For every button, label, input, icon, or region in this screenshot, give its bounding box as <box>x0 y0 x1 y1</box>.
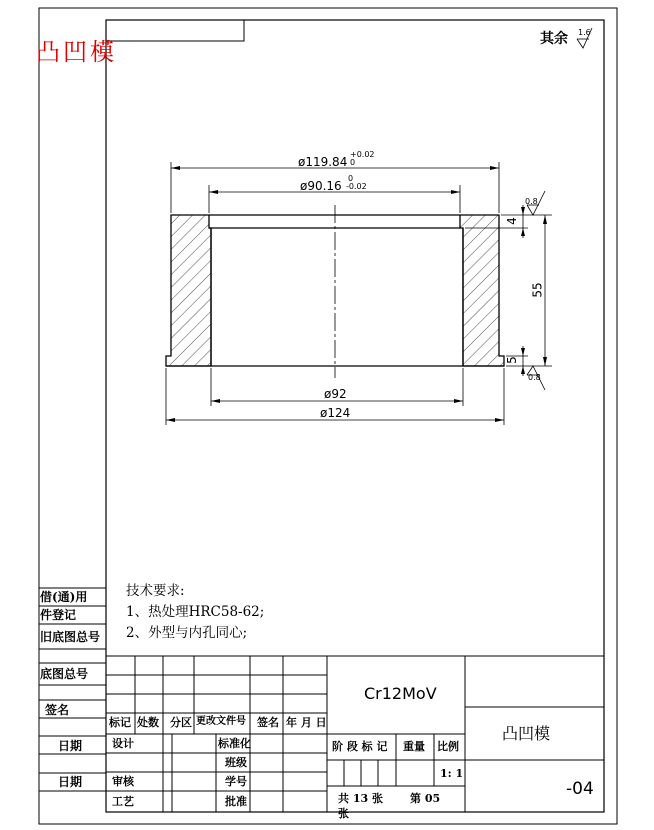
dim-inner-bottom: ø92 <box>324 387 347 401</box>
part-section <box>166 205 504 378</box>
rev-header-date: 年 月 日 <box>286 716 327 729</box>
dim-inner-top-tol-lower: -0.02 <box>346 182 367 191</box>
scale-header: 比例 <box>437 740 459 753</box>
dim-inner-top-tol-upper: 0 <box>348 174 354 183</box>
role-class: 班级 <box>225 756 247 769</box>
material: Cr12MoV <box>364 684 437 703</box>
weight-header: 重量 <box>403 740 425 753</box>
dim-inner-top: ø90.16 <box>300 179 342 193</box>
roughness-note: 其余 <box>540 31 568 47</box>
dim-body-height: 55 <box>530 282 545 298</box>
role-standardize: 标准化 <box>218 737 251 750</box>
side-label-date-1: 日期 <box>58 739 83 753</box>
dim-outer-top-tol-upper: +0.02 <box>350 150 375 159</box>
tech-item-2: 2、外型与内孔同心; <box>126 625 248 641</box>
role-review: 审核 <box>112 775 134 788</box>
roughness-bottom-value: 0.8 <box>528 373 541 382</box>
rev-header-mark: 标记 <box>109 716 131 729</box>
dim-outer-top: ø119.84 <box>298 155 348 169</box>
tech-heading: 技术要求: <box>126 583 185 599</box>
rev-header-zone: 分区 <box>170 716 192 729</box>
side-label-register: 件登记 <box>40 608 77 622</box>
side-label-old-base-no: 旧底图总号 <box>40 630 101 644</box>
left-wall-section <box>166 215 211 366</box>
side-label-signature: 签名 <box>45 703 70 717</box>
part-name-red: 凸凹模 <box>36 38 117 66</box>
right-wall-section <box>460 215 504 366</box>
role-design: 设计 <box>112 737 134 750</box>
rev-header-sign: 签名 <box>257 716 279 729</box>
top-left-box <box>106 20 244 41</box>
inner-border <box>106 20 604 812</box>
role-process: 工艺 <box>112 795 134 808</box>
side-label-base-no: 底图总号 <box>40 667 89 681</box>
rev-header-change-doc: 更改文件号 <box>196 716 246 727</box>
rev-header-count: 处数 <box>137 716 159 729</box>
dim-outer-bottom: ø124 <box>320 406 351 420</box>
side-label-date-2: 日期 <box>58 775 83 789</box>
sheet-total: 共 13 张 <box>338 792 383 805</box>
dim-outer-top-tol-lower: 0 <box>350 158 356 167</box>
tech-item-1: 1、热处理HRC58-62; <box>126 604 265 620</box>
scale-value: 1: 1 <box>440 767 464 780</box>
roughness-top-value: 0.8 <box>525 197 538 206</box>
drawing-number: -04 <box>566 779 594 799</box>
sheet-unit: 张 <box>338 807 349 820</box>
stage-marks-header: 阶 段 标 记 <box>332 740 388 753</box>
dim-top-step: 4 <box>504 217 519 225</box>
role-approve: 批准 <box>225 795 247 808</box>
drawing-title: 凸凹模 <box>502 724 551 743</box>
dim-bottom-step: 5 <box>504 356 519 364</box>
role-student-no: 学号 <box>225 775 247 788</box>
roughness-value: 1.6 <box>578 28 591 37</box>
side-label-borrow: 借(通)用 <box>40 590 88 604</box>
sheet-number: 第 05 <box>410 792 441 805</box>
